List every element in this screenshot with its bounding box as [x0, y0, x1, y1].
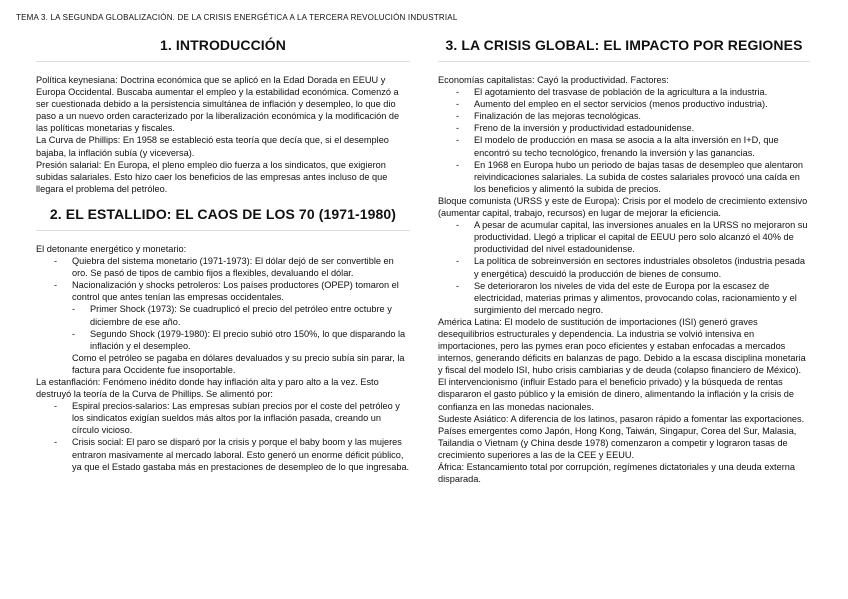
bullet-dash: -	[54, 437, 58, 448]
comunista-list	[438, 219, 810, 316]
estallido-note: Como el petróleo se pagaba en dólares devaluados y su precio subía sin parar, la factura para Occidente fue insoportable.	[72, 352, 405, 375]
section-body-crisis-global	[438, 74, 810, 485]
bullet-dash: -	[54, 401, 58, 412]
list-item: - Espiral precios-salarios: Las empresas subían precios por el coste del petróleo y los sindicatos exigían sueldos más altos por la inflación pasada, creando un círculo vicioso.	[54, 401, 400, 436]
bullet-dash: -	[456, 99, 460, 110]
paragraph-keynesiana: Política keynesiana: Doctrina económica que se aplicó en la Edad Dorada en EEUU y Europa Occidental. Buscaba aumentar el empleo y la estabilidad económica. Comenzó a ser cuestionada debido a la persistencia simultánea de inflación y desempleo, lo que dio paso a un nuevo orden caracterizado por la liberalización económica y la modificación de las políticas monetarias y fiscales.	[36, 75, 400, 134]
bullet-dash: -	[456, 135, 460, 146]
estallido-list	[36, 255, 410, 352]
paragraph-america-latina: América Latina: El modelo de sustitución de importaciones (ISI) generó graves desequilibrios estructurales y dependencia. La industria se volvió intensiva en importaciones, pero las pymes eran poco eficientes y estaban enfocadas a mercados internos, generando déficits en balanzas de pago. Debido a la escasa disciplina monetaria y fiscal del modelo ISI, hubo crisis cambiarias y de deuda (colapso financiero de México). El intervencionismo (influir Estado para el beneficio privado) y la búsqueda de rentas dispararon el gasto público y la emisión de dinero, alimentando la inflación y la crisis de confianza en las monedas nacionales.	[438, 316, 806, 412]
bullet-dash: -	[72, 304, 76, 315]
list-subitem: - Segundo Shock (1979-1980): El precio subió otro 150%, lo que disparando la inflación y el desempleo.	[72, 328, 406, 351]
list-item: - La política de sobreinversión en sectores industriales obsoletos (industria pesada y energética) descuidó la producción de bienes de consumo.	[456, 256, 805, 279]
list-item: - Aumento del empleo en el sector servicios (menos productivo industria).	[456, 99, 768, 110]
document-header: TEMA 3. LA SEGUNDA GLOBALIZACIÓN. DE LA CRISIS ENERGÉTICA A LA TERCERA REVOLUCIÓN INDUSTRIAL	[16, 13, 458, 22]
list-item: - Crisis social: El paro se disparó por la crisis y porque el baby boom y las mujeres entraron masivamente al mercado laboral. Esto generó un enorme déficit público, ya que el Estado gastaba más en prestaciones de desempleo de lo que ingresaba.	[54, 437, 410, 472]
list-item: - El agotamiento del trasvase de población de la agricultura a la industria.	[456, 87, 768, 98]
bullet-dash: -	[456, 256, 460, 267]
bullet-dash: -	[54, 256, 58, 267]
paragraph-phillips: La Curva de Phillips: En 1958 se estableció esta teoría que decía que, si el desempleo bajaba, la inflación subía (y viceversa).	[36, 135, 389, 158]
comunista-intro: Bloque comunista (URSS y este de Europa): Crisis por el modelo de crecimiento extensivo (aumentar capital, trabajo, recursos) en lugar de mejorar la eficiencia.	[438, 195, 808, 219]
list-item: - Nacionalización y shocks petroleros: Los países productores (OPEP) tomaron el control que antes tenían las empresas occidentales.	[54, 280, 399, 303]
paragraph-sudeste-asiatico: Sudeste Asiático: A diferencia de los latinos, pasaron rápido a fomentar las exportaciones. Países emergentes como Japón, Hong Kong, Taiwán, Singapur, Corea del Sur, Malasia, Tailandia o Vietnam (y China desde 1978) comenzaron a competir y lograron tasas de crecimiento superiores a las de la CEE y EEUU.	[438, 413, 805, 460]
bullet-dash: -	[456, 220, 460, 231]
bullet-dash: -	[456, 111, 460, 122]
paragraph-africa: África: Estancamiento total por corrupción, regímenes dictatoriales y una deuda externa disparada.	[438, 462, 795, 485]
paragraph-presion-salarial: Presión salarial: En Europa, el pleno empleo dio fuerza a los sindicatos, que exigieron subidas salariales. Esto hizo caer los beneficios de las empresas antes incluso de que llegara el problema del petróleo.	[36, 159, 388, 194]
bullet-dash: -	[456, 159, 460, 170]
section-body-estallido	[36, 243, 410, 473]
list-item: - El modelo de producción en masa se asocia a la alta inversión en I+D, que encontró su techo tecnológico, frenando la inversión y las ganancias.	[456, 135, 779, 158]
capitalistas-intro: Economías capitalistas: Cayó la productividad. Factores:	[438, 75, 669, 85]
section-title-estallido: 2. EL ESTALLIDO: EL CAOS DE LOS 70 (1971-1980)	[36, 199, 410, 231]
list-subitem: - Primer Shock (1973): Se cuadruplicó el precio del petróleo entre octubre y diciembre de ese año.	[72, 304, 392, 327]
section-title-crisis-global: 3. LA CRISIS GLOBAL: EL IMPACTO POR REGIONES	[438, 30, 810, 62]
estallido-intro: El detonante energético y monetario:	[36, 243, 187, 254]
list-item: - A pesar de acumular capital, las inversiones anuales en la URSS no mejoraron su productividad. Llegó a triplicar el capital de EEUU pero solo alcanzó el 40% de productividad del nivel estadounidense.	[456, 220, 808, 255]
bullet-dash: -	[456, 280, 460, 291]
paragraph-estanflacion: La estanflación: Fenómeno inédito donde hay inflación alta y paro alto a la vez. Esto destruyó la teoría de la Curva de Phillips. Se alimentó por:	[36, 376, 379, 400]
list-item: - Se deterioraron los niveles de vida del este de Europa por la escasez de electricidad, materias primas y alimentos, provocando colas, racionamiento y el surgimiento del mercado negro.	[456, 280, 797, 315]
bullet-dash: -	[72, 328, 76, 339]
list-item: - Finalización de las mejoras tecnológicas.	[456, 111, 641, 122]
capitalistas-list	[438, 86, 810, 195]
bullet-dash: -	[456, 87, 460, 98]
list-item: - En 1968 en Europa hubo un periodo de bajas tasas de desempleo que alentaron reivindicaciones salariales. La subida de costes salariales provocó una caída en los beneficios y alimentó la subida de precios.	[456, 159, 803, 194]
section-body-introduccion	[36, 74, 410, 195]
list-item: - Quiebra del sistema monetario (1971-1973): El dólar dejó de ser convertible en oro. Se pasó de tipos de cambio fijos a flexibles, devaluando el dólar.	[54, 256, 394, 279]
estanflacion-list	[36, 400, 410, 473]
left-column	[36, 30, 410, 473]
right-column	[438, 30, 810, 485]
section-title-introduccion: 1. INTRODUCCIÓN	[36, 30, 410, 62]
bullet-dash: -	[456, 123, 460, 134]
list-item: - Freno de la inversión y productividad estadounidense.	[456, 123, 695, 134]
bullet-dash: -	[54, 280, 58, 291]
